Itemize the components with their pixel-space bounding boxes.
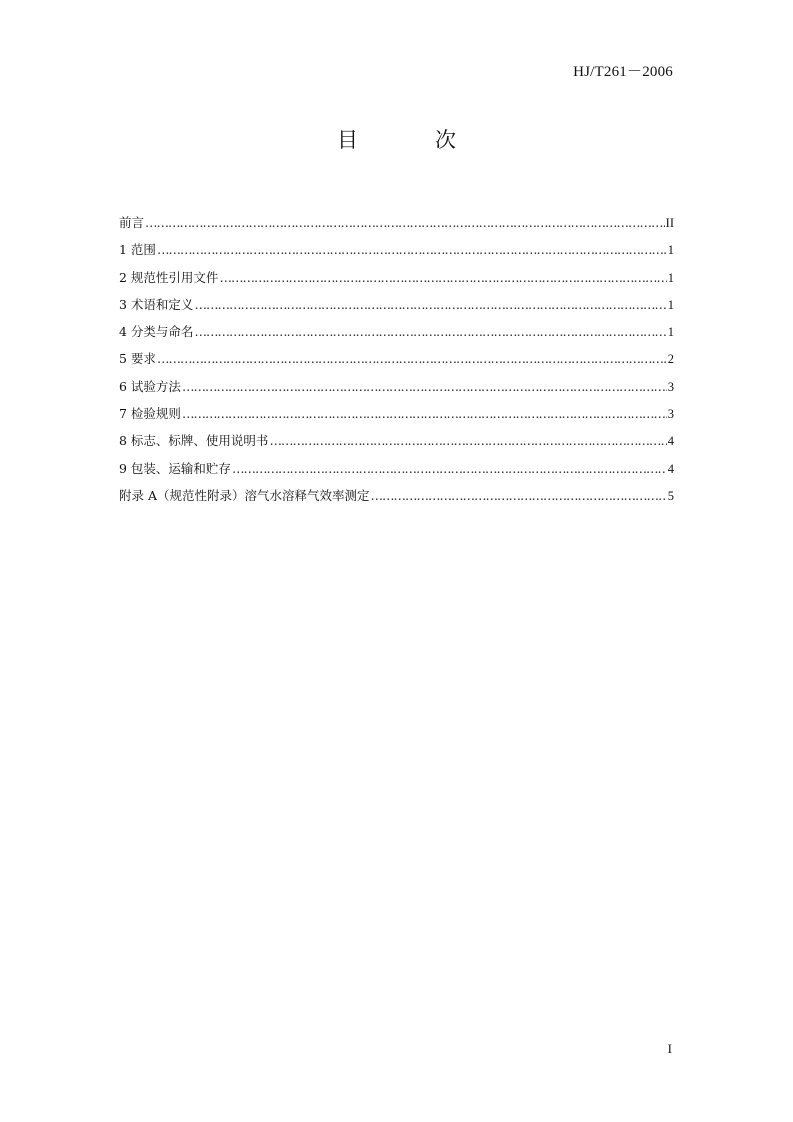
toc-entry-page: 2: [667, 352, 674, 367]
dot-leader: [232, 455, 667, 482]
toc-entry-page: 1: [667, 243, 674, 258]
toc-entry-page: 1: [667, 325, 674, 340]
dot-leader: [157, 345, 667, 372]
toc-entry-inspection-rules[interactable]: [119, 400, 674, 427]
document-code: HJ/T261－2006: [573, 64, 673, 80]
dot-leader: [371, 482, 667, 509]
toc-entry-appendix-a[interactable]: [119, 482, 674, 509]
toc-entry-label: 3 术语和定义: [119, 296, 194, 312]
toc-entry-label: 8 标志、标牌、使用说明书: [119, 433, 269, 449]
toc-entry-label: 前言: [119, 215, 145, 230]
toc-entry-label: 1 范围: [119, 242, 156, 258]
toc-entry-page: 1: [667, 297, 674, 312]
toc-entry-test-methods[interactable]: [119, 373, 674, 400]
toc-entry-label: 9 包装、运输和贮存: [119, 460, 231, 476]
table-of-contents: [119, 209, 674, 509]
toc-entry-page: 1: [667, 270, 674, 285]
toc-entry-page: 5: [667, 488, 674, 503]
dot-leader: [182, 400, 667, 427]
toc-entry-terms-definitions[interactable]: [119, 291, 674, 318]
page-number: I: [667, 1041, 672, 1056]
toc-entry-foreword[interactable]: [119, 209, 674, 236]
toc-entry-page: 3: [667, 379, 674, 394]
toc-entry-requirements[interactable]: [119, 345, 674, 372]
toc-entry-classification[interactable]: [119, 318, 674, 345]
toc-entry-label: 7 检验规则: [119, 406, 181, 422]
toc-entry-label: 附录 A（规范性附录）溶气水溶释气效率测定: [119, 487, 370, 503]
dot-leader: [194, 318, 666, 345]
dot-leader: [219, 264, 666, 291]
toc-entry-page: 3: [667, 407, 674, 422]
toc-entry-page: 4: [667, 461, 674, 476]
toc-entry-label: 5 要求: [119, 351, 156, 367]
toc-entry-label: 2 规范性引用文件: [119, 269, 219, 285]
toc-entry-label: 6 试验方法: [119, 378, 181, 394]
toc-entry-normative-references[interactable]: [119, 264, 674, 291]
toc-entry-page: 4: [667, 434, 674, 449]
dot-leader: [157, 236, 667, 263]
dot-leader: [269, 427, 666, 454]
dot-leader: [182, 373, 667, 400]
toc-entry-marking[interactable]: [119, 427, 674, 454]
toc-entry-packaging[interactable]: [119, 455, 674, 482]
dot-leader: [145, 209, 665, 236]
toc-entry-label: 4 分类与命名: [119, 324, 194, 340]
toc-title: 目 次: [337, 128, 484, 152]
dot-leader: [194, 291, 666, 318]
toc-entry-scope[interactable]: [119, 236, 674, 263]
toc-entry-page: II: [665, 216, 674, 230]
